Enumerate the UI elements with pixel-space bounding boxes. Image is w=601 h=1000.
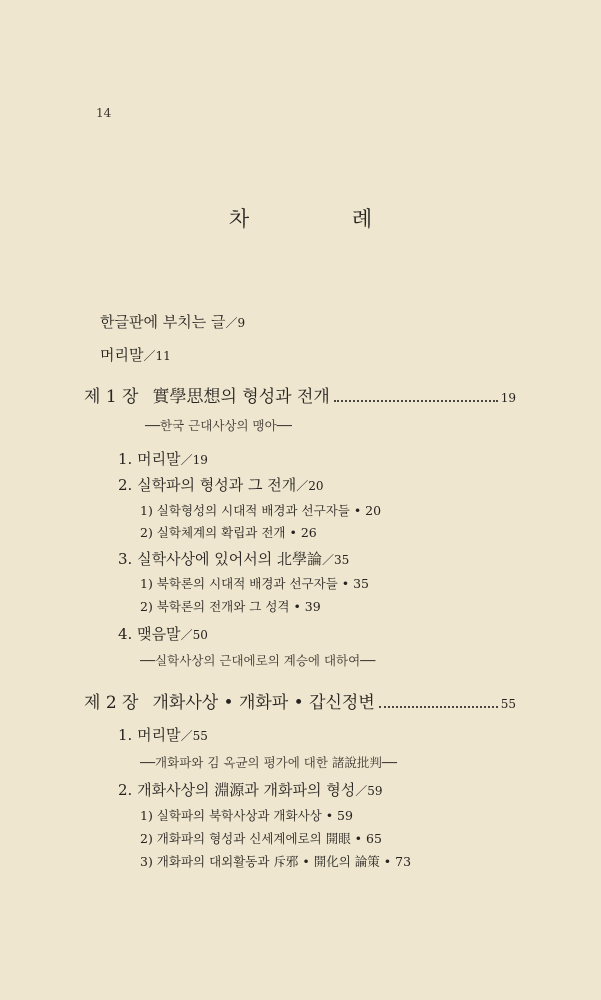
- entry-page: • 73: [379, 854, 412, 869]
- toc-subsection[interactable]: [140, 829, 382, 847]
- entry-page: ／20: [296, 479, 324, 493]
- toc-section[interactable]: [118, 779, 383, 800]
- entry-label: 1. 머리말: [118, 726, 181, 744]
- toc-section[interactable]: [118, 548, 349, 569]
- toc-section[interactable]: [118, 474, 324, 495]
- toc-subsection[interactable]: [140, 852, 411, 870]
- chapter-subtitle: ──한국 근대사상의 맹아──: [145, 418, 292, 433]
- page-title: 차 례: [228, 207, 421, 231]
- entry-label: 2. 개화사상의 淵源과 개화파의 형성: [118, 781, 356, 799]
- entry-page: • 35: [337, 576, 370, 591]
- entry-label: 4. 맺음말: [118, 625, 181, 643]
- entry-label: 3. 실학사상에 있어서의 北學論: [118, 550, 323, 568]
- entry-page: • 26: [285, 525, 317, 540]
- chapter-2-entry[interactable]: [84, 688, 516, 713]
- entry-page: • 39: [289, 599, 321, 614]
- dot-leader: [334, 400, 498, 402]
- entry-page: ／35: [322, 553, 350, 567]
- entry-label: 3) 개화파의 대외활동과 斥邪 • 開化의 論策: [140, 854, 380, 869]
- toc-subsection[interactable]: [140, 523, 317, 541]
- entry-page: ／19: [180, 453, 208, 467]
- toc-section[interactable]: [118, 623, 208, 644]
- entry-label: 한글판에 부치는 글: [100, 313, 226, 331]
- entry-label: 1) 실학파의 북학사상과 개화사상: [140, 808, 322, 823]
- chapter-page: 19: [500, 391, 516, 405]
- dot-leader: [379, 706, 498, 708]
- chapter-number: 제 1 장: [84, 387, 139, 407]
- entry-page: ／50: [180, 628, 208, 642]
- entry-page: ／55: [180, 729, 208, 743]
- entry-label: 2) 개화파의 형성과 신세계에로의 開眼: [140, 831, 351, 846]
- page-number: 14: [96, 106, 112, 120]
- chapter-number: 제 2 장: [84, 693, 139, 713]
- entry-label: 2) 북학론의 전개와 그 성격: [140, 599, 290, 614]
- entry-label: 1. 머리말: [118, 450, 181, 468]
- chapter-1-entry[interactable]: [84, 382, 516, 407]
- toc-subsection[interactable]: [140, 597, 321, 615]
- toc-section[interactable]: [118, 448, 208, 469]
- section-subtitle: ──개화파와 김 옥균의 평가에 대한 諸說批判──: [140, 755, 397, 770]
- entry-page: ／9: [225, 316, 246, 330]
- chapter-title: 實學思想의 형성과 전개: [152, 387, 330, 407]
- entry-page: • 59: [321, 808, 353, 823]
- chapter-title: 개화사상 • 개화파 • 갑신정변: [152, 693, 375, 713]
- toc-subsection[interactable]: [140, 806, 353, 824]
- toc-section[interactable]: [118, 724, 208, 745]
- entry-page: • 20: [349, 503, 382, 518]
- toc-subsection[interactable]: [140, 501, 381, 519]
- entry-label: 2) 실학체계의 확립과 전개: [140, 525, 286, 540]
- entry-page: ／11: [143, 349, 171, 363]
- entry-page: ／59: [355, 784, 383, 798]
- section-subtitle: ──실학사상의 근대에로의 계승에 대하여──: [140, 653, 376, 668]
- toc-front-entry[interactable]: [100, 311, 245, 332]
- entry-page: • 65: [350, 831, 382, 846]
- entry-label: 1) 실학형성의 시대적 배경과 선구자들: [140, 503, 350, 518]
- entry-label: 머리말: [100, 346, 144, 364]
- entry-label: 2. 실학파의 형성과 그 전개: [118, 476, 297, 494]
- chapter-page: 55: [500, 697, 516, 711]
- toc-subsection[interactable]: [140, 574, 369, 592]
- toc-front-entry[interactable]: [100, 344, 171, 365]
- entry-label: 1) 북학론의 시대적 배경과 선구자들: [140, 576, 338, 591]
